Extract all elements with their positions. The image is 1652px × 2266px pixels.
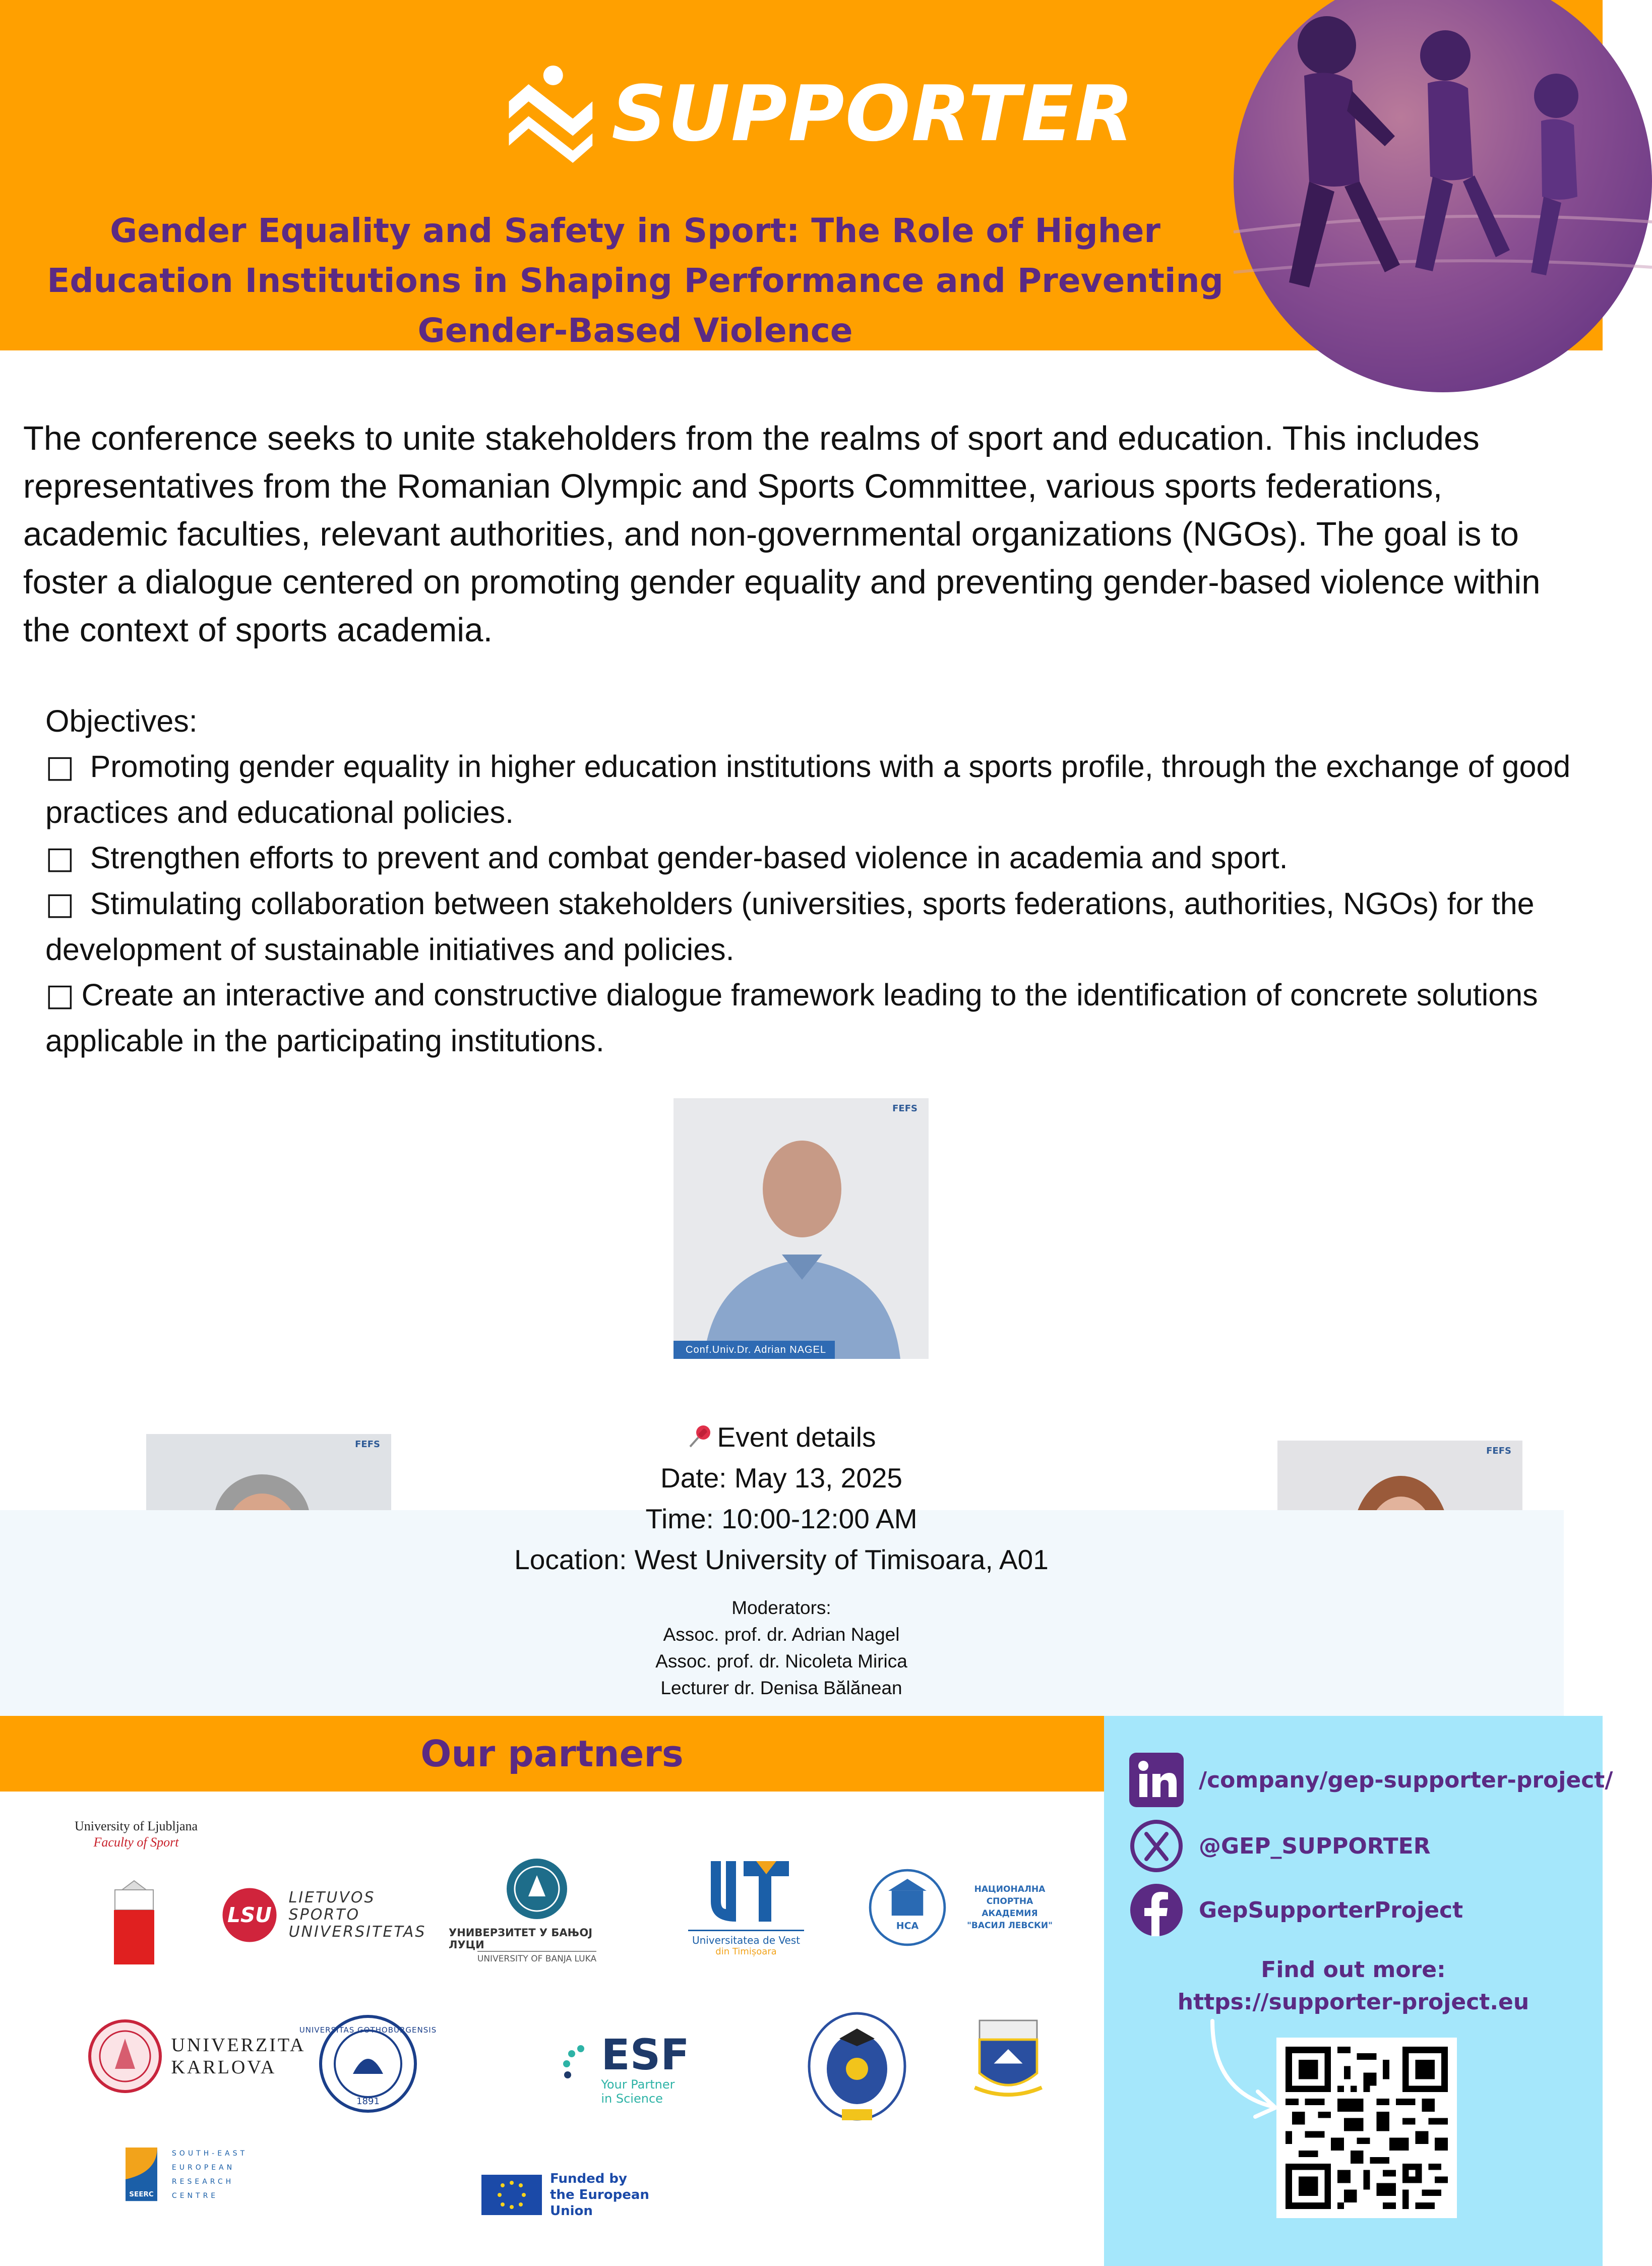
logo-charles-university: UNIVERZITA KARLOVA	[91, 2016, 302, 2097]
moderator-name: Lecturer dr. Denisa Bălănean	[660, 1678, 902, 1698]
seerc-mark-icon	[126, 2144, 162, 2205]
facebook-icon	[1129, 1883, 1184, 1937]
checkbox-bullet-icon: □	[45, 749, 75, 785]
esf-dots-icon	[561, 2044, 601, 2094]
shield-seal-icon	[960, 2011, 1056, 2107]
qr-code[interactable]	[1276, 2038, 1457, 2218]
logo-shield-seal	[958, 2008, 1059, 2109]
event-details	[429, 1417, 1134, 1701]
uvt-mark-icon	[701, 1856, 791, 1927]
svg-text:SEERC: SEERC	[129, 2190, 154, 2199]
social-panel	[1104, 1716, 1613, 2266]
find-out-more: Find out more: https://supporter-project.eu	[1104, 1954, 1603, 2018]
x-link[interactable]	[1129, 1818, 1431, 1874]
logo-university-of-banja-luka: УНИВЕРЗИТЕТ У БАЊОЈ ЛУЦИ UNIVERSITY OF BANJA LUKA	[449, 1855, 625, 1965]
runners-hero-image	[1234, 0, 1652, 392]
logo-university-of-ljubljana: University of Ljubljana Faculty of Sport	[74, 1819, 198, 1850]
logo-funded-by-eu: Funded by the European Union	[481, 2172, 693, 2218]
header-banner	[0, 0, 1603, 350]
svg-text:UNIVERSITAS GOTHOBURGENSIS: UNIVERSITAS GOTHOBURGENSIS	[299, 2025, 437, 2035]
curved-arrow-icon	[1202, 2016, 1283, 2122]
banja-luka-seal-icon	[504, 1856, 570, 1922]
karlova-seal-icon	[87, 2018, 163, 2094]
eu-flag-icon	[481, 2175, 542, 2215]
event-location: Location: West University of Timisoara, A01	[514, 1544, 1049, 1575]
partners-logos	[0, 1792, 1104, 2266]
x-icon	[1129, 1819, 1184, 1873]
supporter-logo-mark	[499, 65, 597, 163]
svg-text:1891: 1891	[356, 2096, 380, 2107]
ljubljana-tower-icon	[112, 1880, 156, 1965]
speaker-photo-adrian-nagel	[674, 1098, 929, 1359]
facebook-handle: GepSupporterProject	[1199, 1897, 1463, 1923]
objectives-heading: Objectives:	[45, 704, 198, 738]
logo-west-university-timisoara: Universitatea de Vest din Timișoara	[676, 1844, 817, 1968]
event-time: Time: 10:00-12:00 AM	[645, 1503, 917, 1534]
nsa-laurel-seal-icon	[862, 1862, 953, 1953]
linkedin-handle: /company/gep-supporter-project/	[1199, 1767, 1613, 1793]
fefs-badge: FEFS	[1486, 1446, 1511, 1456]
speaker-caption: Conf.Univ.Dr. Adrian NAGEL	[674, 1341, 835, 1359]
gothenburg-seal-icon	[299, 2013, 437, 2114]
objective-item: □ Create an interactive and constructive dialogue framework leading to the identification of concrete solutions applicable in the participating institutions.	[45, 977, 1538, 1058]
linkedin-link[interactable]	[1129, 1752, 1613, 1808]
moderators	[429, 1594, 1134, 1701]
event-date: Date: May 13, 2025	[660, 1462, 902, 1494]
checkbox-bullet-icon: □	[45, 886, 75, 922]
svg-text:LSU: LSU	[227, 1902, 272, 1927]
objective-item: □ Stimulating collaboration between stakeholders (universities, sports federations, authorities, NGOs) for the development of sustainable initiatives and policies.	[45, 886, 1535, 967]
logo-university-of-gothenburg	[299, 2013, 437, 2114]
fefs-badge: FEFS	[355, 1439, 380, 1450]
linkedin-icon	[1129, 1753, 1184, 1807]
website-link[interactable]: https://supporter-project.eu	[1177, 1989, 1529, 2015]
objectives-section	[45, 698, 1588, 1063]
faculty-seal-icon	[802, 2008, 912, 2124]
moderator-name: Assoc. prof. dr. Nicoleta Mirica	[655, 1651, 907, 1672]
logo-lithuanian-sports-university: LSU LIETUVOS SPORTO UNIVERSITETAS	[222, 1882, 423, 1948]
man-portrait	[674, 1098, 929, 1359]
objective-item: □ Strengthen efforts to prevent and combat gender-based violence in academia and sport.	[45, 840, 1288, 876]
fefs-badge: FEFS	[892, 1103, 917, 1114]
lsu-mark-icon	[219, 1885, 280, 1945]
objective-item: □ Promoting gender equality in higher education institutions with a sports profile, through the exchange of good practices and educational policies.	[45, 749, 1571, 829]
qr-code-icon	[1286, 2047, 1448, 2209]
event-heading: Event details	[429, 1417, 1134, 1458]
moderator-name: Assoc. prof. dr. Adrian Nagel	[663, 1624, 900, 1645]
checkbox-bullet-icon: □	[45, 977, 75, 1013]
moderators-label: Moderators:	[731, 1597, 831, 1618]
facebook-link[interactable]	[1129, 1882, 1463, 1938]
logo-esf: ESF Your Partner in Science	[555, 2018, 696, 2119]
logo-sports-faculty-seal	[802, 2008, 912, 2124]
page-title: Gender Equality and Safety in Sport: The Role of Higher Education Institutions in Shaping Performance and Preventing Gender-Based Violence	[47, 211, 1223, 350]
supporter-logo	[499, 63, 1135, 164]
partners-heading: Our partners	[0, 1716, 1104, 1792]
checkbox-bullet-icon: □	[45, 840, 75, 876]
pushpin-icon	[687, 1423, 713, 1450]
svg-text:НСА: НСА	[896, 1920, 919, 1932]
supporter-logo-text: SUPPORTER	[611, 69, 1135, 158]
logo-national-sports-academy: НСА НАЦИОНАЛНА СПОРТНА АКАДЕМИЯ "ВАСИЛ ЛЕВСКИ"	[862, 1857, 1064, 1958]
intro-paragraph: The conference seeks to unite stakeholders from the realms of sport and education. This includes representatives from the Romanian Olympic and Sports Committee, various sports federations, academic faculties, relevant authorities, and non-governmental organizations (NGOs). The goal is to foster a dialogue centered on promoting gender equality and preventing gender-based violence within the context of sports academia.	[23, 420, 1541, 649]
x-handle: @GEP_SUPPORTER	[1199, 1833, 1431, 1859]
runners-illustration	[1234, 0, 1652, 392]
logo-seerc: SEERC SOUTH-EAST EUROPEAN RESEARCH CENTRE	[116, 2139, 257, 2210]
